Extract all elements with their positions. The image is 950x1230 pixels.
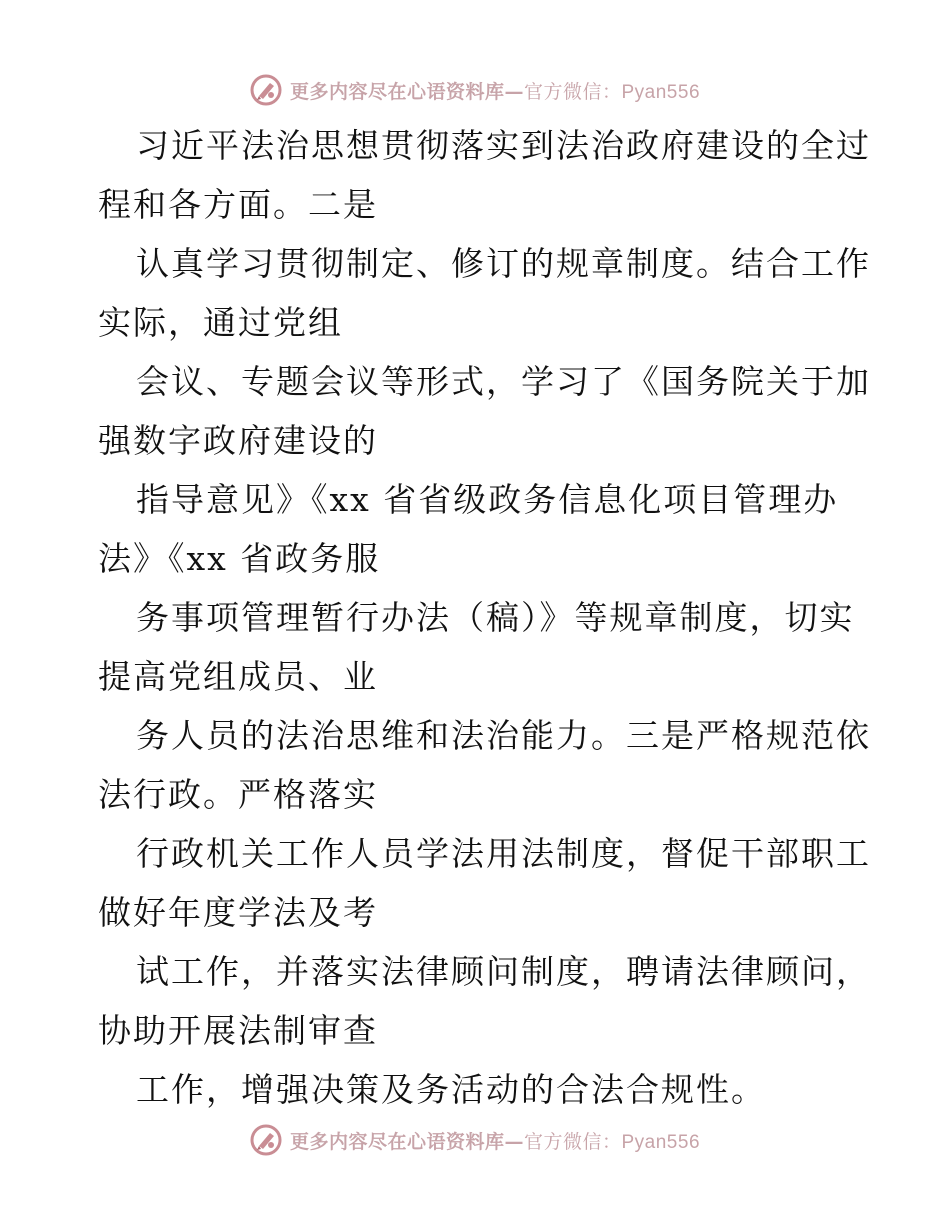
body-line: 工作，增强决策及务活动的合法合规性。 [136, 1070, 766, 1109]
header-watermark-wechat: 官方微信：Pyan556 [524, 81, 701, 103]
body-line: 试工作，并落实法律顾问制度，聘请法律顾问， [136, 952, 871, 991]
body-line: 法行政。严格落实 [98, 775, 378, 814]
body-line: 程和各方面。二是 [98, 185, 378, 224]
body-line: 认真学习贯彻制定、修订的规章制度。结合工作 [136, 244, 871, 283]
body-line: 提高党组成员、业 [98, 657, 378, 696]
body-line: 强数字政府建设的 [98, 421, 378, 460]
body-line: 习近平法治思想贯彻落实到法治政府建设的全过 [136, 126, 871, 165]
footer-watermark [0, 1120, 950, 1160]
body-line: 协助开展法制审查 [98, 1011, 378, 1050]
document-body [98, 116, 871, 1119]
footer-watermark-text [290, 1127, 700, 1154]
body-line: 会议、专题会议等形式，学习了《国务院关于加 [136, 362, 871, 401]
footer-watermark-wechat: 官方微信：Pyan556 [524, 1131, 701, 1153]
body-line: 务事项管理暂行办法（稿）》等规章制度，切实 [136, 598, 855, 637]
body-line: 实际，通过党组 [98, 303, 343, 342]
header-watermark [0, 70, 950, 110]
body-line: 法》《xx 省政务服 [98, 539, 381, 578]
body-line: 行政机关工作人员学法用法制度，督促干部职工 [136, 834, 871, 873]
header-watermark-main: 更多内容尽在心语资料库 [289, 80, 505, 103]
pen-seal-icon [250, 1124, 282, 1156]
footer-watermark-main: 更多内容尽在心语资料库 [289, 1130, 505, 1153]
footer-watermark-separator: — [504, 1130, 524, 1153]
body-line: 务人员的法治思维和法治能力。三是严格规范依 [136, 716, 871, 755]
header-watermark-text [290, 77, 700, 104]
pen-seal-icon [250, 74, 282, 106]
header-watermark-separator: — [504, 80, 524, 103]
body-line: 指导意见》《xx 省省级政务信息化项目管理办 [136, 480, 839, 519]
body-line: 做好年度学法及考 [98, 893, 378, 932]
